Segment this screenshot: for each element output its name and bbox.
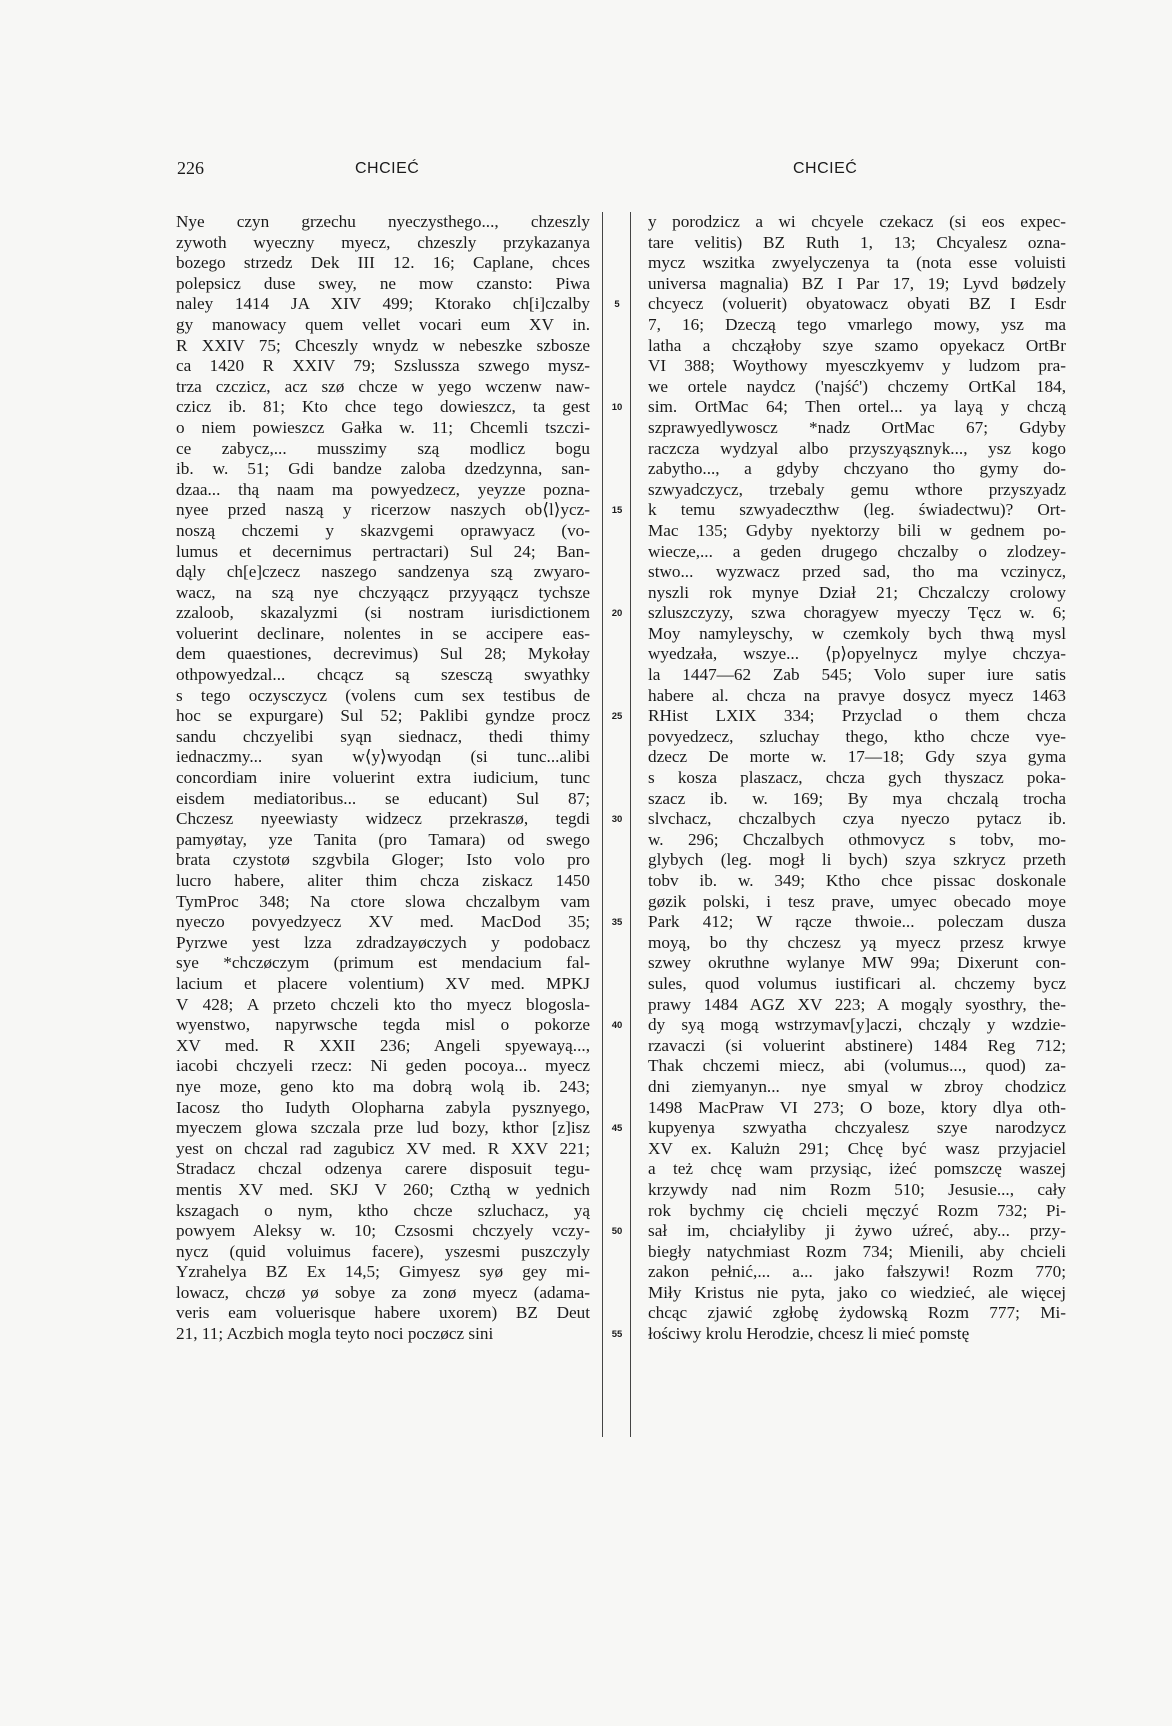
text-line: V 428; A przeto chczeli kto tho myecz blogosla-: [176, 994, 590, 1014]
text-line: y porodzicz a wi chcyele czekacz (si eos expec-: [648, 212, 1066, 231]
text-line: mentis XV med. SKJ V 260; Czthą w yednich: [176, 1179, 590, 1199]
text-line: ib. w. 51; Gdi bandze zaloba dzedzynna, san-: [176, 459, 590, 479]
text-line: 7, 16; Dzeczą tego vmarlego mowy, ysz ma: [648, 314, 1066, 334]
text-line: sim. OrtMac 64; Then ortel... ya layą y chczą: [648, 397, 1066, 417]
text-line: pamyøtay, yze Tanita (pro Tamara) od swego: [176, 829, 590, 849]
text-line: szwyadczycz, trzebaly gemu wthore przyszyadz: [648, 479, 1066, 499]
text-line: krzywdy nad nim Rozm 510; Jesusie..., cały: [648, 1179, 1066, 1199]
text-line: myeczem glowa szczala prze lud bozy, kthor [z]isz: [176, 1118, 590, 1138]
text-line: hoc se expurgare) Sul 52; Paklibi gyndze procz: [176, 706, 590, 726]
text-line: bozego strzedz Dek III 12. 16; Caplane, chces: [176, 253, 590, 273]
text-line: sał im, chciałyliby ji żywo uźreć, aby... przy-: [648, 1221, 1066, 1241]
line-number: 20: [611, 608, 623, 620]
text-line: chcąc zjawić zgłobę żydowską Rozm 777; Mi-: [648, 1303, 1066, 1323]
text-line: prawy 1484 AGZ XV 223; A mogąly syosthry, the-: [648, 994, 1066, 1014]
text-line: we ortele naydcz ('najść') chczemy OrtKal 184,: [648, 376, 1066, 396]
text-line: glybych (leg. mogł li bych) szya szkrycz przeth: [648, 850, 1066, 870]
text-line: Mac 135; Gdyby nyektorzy bili w gednem po-: [648, 520, 1066, 540]
text-line: kupyenya szwyatha chczyalesz szye narodzycz: [648, 1118, 1066, 1138]
text-line: trza czczicz, acz szø chcze w yego wczenw naw-: [176, 376, 590, 396]
text-line: iacobi chczyeli rzecz: Ni geden pocoya... myecz: [176, 1056, 590, 1076]
gutter-rule-right: [630, 212, 631, 1437]
text-line: Miły Kristus nie pyta, jako co wiedzieć, ale więcej: [648, 1282, 1066, 1302]
text-line: eisdem mediatoribus... se educant) Sul 87;: [176, 788, 590, 808]
text-line: XV ex. Kalużn 291; Chcę być wasz przyjaciel: [648, 1138, 1066, 1158]
text-line: nye moze, geno kto ma dobrą wolą ib. 243;: [176, 1076, 590, 1096]
text-line: zzaloob, skazalyzmi (si nostram iurisdictionem: [176, 603, 590, 623]
text-line: gøzik polski, i tesz prave, umyec obecado moye: [648, 891, 1066, 911]
text-line: mycz wszitka zwyelyczenya ta (nota esse voluisti: [648, 253, 1066, 273]
text-line: habere al. chcza na pravye dosycz myecz 1463: [648, 685, 1066, 705]
text-line: naley 1414 JA XIV 499; Ktorako ch[i]czalby: [176, 294, 590, 314]
text-line: biegły natychmiast Rozm 734; Mienili, aby chcieli: [648, 1241, 1066, 1261]
text-line: concordiam inire voluerint extra iudicium, tunc: [176, 768, 590, 788]
text-line: lumus et decernimus pertractari) Sul 24; Ban-: [176, 541, 590, 561]
text-line: czicz ib. 81; Kto chce tego dowieszcz, ta gest: [176, 397, 590, 417]
text-line: o niem powieszcz Gałka w. 11; Chcemli tszczi-: [176, 417, 590, 437]
line-number: 35: [611, 917, 623, 929]
line-number: 10: [611, 402, 623, 414]
text-line: wacz, na szą nye chczyąącz przyyąącz tychsze: [176, 582, 590, 602]
text-line: nyeczo povyedzyecz XV med. MacDod 35;: [176, 912, 590, 932]
text-line: sandu chczyelibi syąn siednacz, thedi thimy: [176, 726, 590, 746]
text-line: povyedzecz, szluchay thego, ktho chcze vye-: [648, 726, 1066, 746]
text-line: Yzrahelya BZ Ex 14,5; Gimyesz syø gey mi-: [176, 1262, 590, 1282]
line-number: 40: [611, 1020, 623, 1032]
text-line: zakon pełnić,... a... jako fałszywi! Rozm 770;: [648, 1262, 1066, 1282]
line-number: 50: [611, 1226, 623, 1238]
right-text-column: [648, 212, 1066, 1345]
text-line: zywoth wyeczny myecz, chzeszly przykazanya: [176, 232, 590, 252]
line-number: 15: [611, 505, 623, 517]
text-line: voluerint declinare, nolentes in se accipere eas-: [176, 623, 590, 643]
text-line: raczcza wydzyal albo przyszyąsznyk..., ysz kogo: [648, 438, 1066, 458]
text-line: 1498 MacPraw VI 273; O boze, ktory dlya oth-: [648, 1097, 1066, 1117]
text-line: tobv ib. w. 349; Ktho chce pissac doskonale: [648, 871, 1066, 890]
text-line: dzecz De morte w. 17—18; Gdy szya gyma: [648, 747, 1066, 767]
text-line: chcyecz (voluerit) obyatowacz obyati BZ I Esdr: [648, 294, 1066, 314]
text-line: ca 1420 R XXIV 79; Szslussza szwego mysz-: [176, 356, 590, 376]
text-line: Thak chczemi miecz, abi (volumus..., quod) za-: [648, 1056, 1066, 1076]
text-line: TymProc 348; Na ctore slowa chczalbym vam: [176, 891, 590, 911]
text-line: VI 388; Woythowy myesczkyemv y ludzom pra-: [648, 356, 1066, 376]
line-number: 55: [611, 1329, 623, 1341]
text-line: latha a chcząłoby szye szamo opyekacz OrtBr: [648, 335, 1066, 355]
text-line: la 1447—62 Zab 545; Volo super iure satis: [648, 665, 1066, 685]
text-line: moyą, bo thy chczesz yą myecz przesz krwye: [648, 932, 1066, 952]
text-line: rok bychmy cię chcieli męczyć Rozm 732; Pi-: [648, 1200, 1066, 1220]
page-header: [0, 158, 1172, 188]
text-line: othpowyedzal... chcącz są szesczą swyathky: [176, 665, 590, 685]
text-line: RHist LXIX 334; Przyclad o them chcza: [648, 706, 1066, 726]
running-head-left: CHCIEĆ: [355, 160, 420, 177]
page-number: 226: [177, 158, 204, 178]
text-line: wyenstwo, napyrwsche tegda misl o pokorze: [176, 1015, 590, 1035]
line-number: 45: [611, 1123, 623, 1135]
text-line: szwey okruthne wylanye MW 99a; Dixerunt con-: [648, 953, 1066, 973]
line-number: 5: [614, 299, 620, 311]
text-line: sye *chczøczym (primum est mendacium fal-: [176, 953, 590, 973]
text-line: a też chcę wam przysiąc, iżeć pomszczę waszej: [648, 1159, 1066, 1179]
text-line: ce zabycz,... musszimy szą modlicz bogu: [176, 438, 590, 458]
text-line: rzavaczi (si voluerint abstinere) 1484 Reg 712;: [648, 1035, 1066, 1055]
text-line: powyem Aleksy w. 10; Czsosmi chczyely vczy-: [176, 1221, 590, 1241]
text-line: brata czystotø szgvbila Gloger; Isto volo pro: [176, 850, 590, 870]
text-line: gy manowacy quem vellet vocari eum XV in.: [176, 314, 590, 334]
text-line: wiecze,... a geden drugego chczalby o zlodzey-: [648, 541, 1066, 561]
text-line: Nye czyn grzechu nyeczysthego..., chzeszly: [176, 212, 590, 231]
text-line: dzaa... thą naam ma powyedzecz, yeyzze pozna-: [176, 479, 590, 499]
line-number: 30: [611, 814, 623, 826]
text-line: Iacosz tho Iudyth Olopharna zabyla pysznyego,: [176, 1097, 590, 1117]
text-line: universa magnalia) BZ I Par 17, 19; Lyvd bødzely: [648, 273, 1066, 293]
text-line: polepsicz duse swey, ne mow czansto: Piwa: [176, 273, 590, 293]
text-line: lowacz, chczø yø sobye za zonø myecz (adama-: [176, 1282, 590, 1302]
text-line: 21, 11; Aczbich mogla teyto noci poczøcz sini: [176, 1324, 494, 1344]
text-line: dąly ch[e]czecz naszego sandzenya szą zwyaro-: [176, 562, 590, 582]
text-line: R XXIV 75; Chceszly wnydz w nebeszke szbosze: [176, 335, 590, 355]
text-line: Park 412; W rącze thwoie... poleczam dusza: [648, 912, 1066, 932]
text-line: lucro habere, aliter thim chcza ziskacz 1450: [176, 871, 590, 890]
text-line: sules, quod volumus iustificari al. chczemy bycz: [648, 973, 1066, 993]
text-line: k temu szwyadeczthw (leg. świadectwu)? Ort-: [648, 500, 1066, 520]
text-line: łościwy krolu Herodzie, chcesz li mieć pomstę: [648, 1324, 970, 1344]
text-line: Pyrzwe yest lzza zdradzayøczych y podobacz: [176, 932, 590, 952]
text-line: lacium et placere volentium) XV med. MPKJ: [176, 973, 590, 993]
text-line: szacz ib. w. 169; By mya chczalą trocha: [648, 788, 1066, 808]
text-line: dni ziemyanyn... nye smyal w zbroy chodzicz: [648, 1076, 1066, 1096]
text-line: s tego oczysczycz (volens cum sex testibus de: [176, 685, 590, 705]
text-line: iednaczmy... syan w⟨y⟩wyodąn (si tunc...alibi: [176, 747, 590, 767]
text-line: noszą chczemi y skazvgemi oprawyacz (vo-: [176, 520, 590, 540]
text-line: nycz (quid voluimus facere), yszesmi puszczyly: [176, 1241, 590, 1261]
line-number-gutter: [602, 212, 632, 1452]
text-line: dem quaestiones, decrevimus) Sul 28; Mykołay: [176, 644, 590, 664]
text-line: Stradacz chczal odzenya carere disposuit tegu-: [176, 1159, 590, 1179]
text-line: stwo... wyzwacz przed sad, tho ma vczinycz,: [648, 562, 1066, 582]
text-line: s kosza plaszacz, chcza gych thyszacz poka-: [648, 768, 1066, 788]
text-line: slvchacz, chczalbych czya nyeczo pytacz ib.: [648, 809, 1066, 829]
text-line: XV med. R XXII 236; Angeli spyewayą...,: [176, 1035, 590, 1055]
text-line: wyedzała, wszye... ⟨p⟩opyelnycz mylye chczya-: [648, 644, 1066, 664]
text-line: w. 296; Chczalbych othmovycz s tobv, mo-: [648, 829, 1066, 849]
text-line: tare velitis) BZ Ruth 1, 13; Chcyalesz ozna-: [648, 232, 1066, 252]
line-number: 25: [611, 711, 623, 723]
text-line: zabytho..., a gdyby chczyano tho gymy do-: [648, 459, 1066, 479]
text-line: Chczesz nyeewiasty widzecz przekraszø, tegdi: [176, 809, 590, 829]
text-line: yest on chczal rad zagubicz XV med. R XXV 221;: [176, 1138, 590, 1158]
text-line: Moy namyleyschy, w czemkoly bych thwą mysl: [648, 623, 1066, 643]
text-line: szprawyedlywoscz *nadz OrtMac 67; Gdyby: [648, 417, 1066, 437]
text-line: nyszli rok mynye Dział 21; Chczalczy crolowy: [648, 582, 1066, 602]
text-line: kszagach o nym, ktho chcze szluchacz, yą: [176, 1200, 590, 1220]
running-head-right: CHCIEĆ: [793, 160, 858, 177]
left-text-column: [176, 212, 590, 1345]
text-line: szluszczyzy, szwa choragyew myeczy Tęcz w. 6;: [648, 603, 1066, 623]
text-line: dy syą mogą wstrzymav[y]aczi, chcząly y wzdzie-: [648, 1015, 1066, 1035]
gutter-rule-left: [602, 212, 603, 1437]
text-line: nyee przed naszą y ricerzow naszych ob⟨l⟩ycz-: [176, 500, 590, 520]
text-line: veris eam voluerisque habere uxorem) BZ Deut: [176, 1303, 590, 1323]
